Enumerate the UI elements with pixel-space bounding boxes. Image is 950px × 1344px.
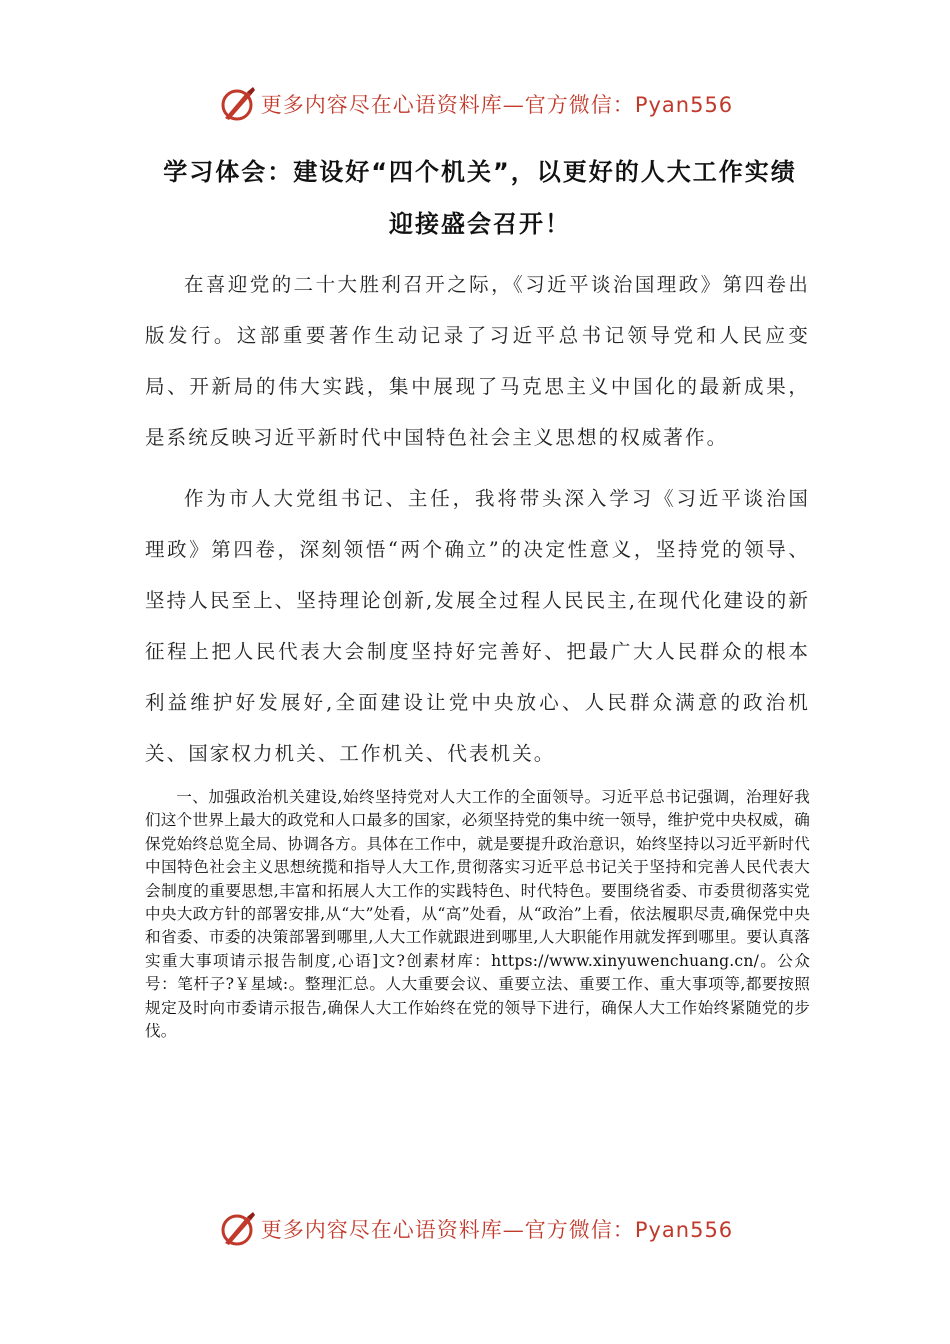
footer-wechat-id: Pyan556 bbox=[634, 1218, 734, 1242]
paragraph-2: 作为市人大党组书记、主任，我将带头深入学习《习近平谈治国理政》第四卷，深刻领悟“两个确立”的决定性意义，坚持党的领导、坚持人民至上、坚持理论创新,发展全过程人民民主,在现代化建设的新征程上把人民代表大会制度坚持好完善好、把最广大人民群众的根本利益维护好发展好,全面建设让党中央放心、人民群众满意的政治机关、国家权力机关、工作机关、代表机关。 bbox=[145, 487, 810, 765]
pen-circle-logo-icon bbox=[217, 1209, 257, 1249]
header-banner bbox=[0, 82, 950, 126]
footer-banner-label: 更多内容尽在心语资料库—官方微信： bbox=[260, 1218, 635, 1242]
paragraph-3: 一、加强政治机关建设,始终坚持党对人大工作的全面领导。习近平总书记强调，治理好我们这个世界上最大的政党和人口最多的国家，必须坚持党的集中统一领导，维护党中央权威，确保党始终总览全局、协调各方。具体在工作中，就是要提升政治意识，始终坚持以习近平新时代中国特色社会主义思想统揽和指导人大工作,贯彻落实习近平总书记关于坚持和完善人民代表大会制度的重要思想,丰富和拓展人大工作的实践特色、时代特色。要围绕省委、市委贯彻落实党中央大政方针的部署安排,从“大”处看，从“高”处看，从“政治”上看，依法履职尽责,确保党中央和省委、市委的决策部署到哪里,人大工作就跟进到哪里,人大职能作用就发挥到哪里。要认真落实重大事项请示报告制度,心语]文?创素材库：https://www.xinyuwenchuang.cn/。公众号：笔杆子?￥星域:。整理汇总。人大重要会议、重要立法、重要工作、重大事项等,都要按照规定及时向市委请示报告,确保人大工作始终在党的领导下进行，确保人大工作始终紧随党的步伐。 bbox=[145, 788, 810, 1041]
header-banner-label: 更多内容尽在心语资料库—官方微信： bbox=[260, 93, 635, 117]
page-title bbox=[140, 146, 820, 250]
title-line-1: 学习体会：建设好“四个机关”，以更好的人大工作实绩 bbox=[163, 158, 797, 186]
header-banner-text bbox=[261, 89, 733, 119]
title-line-2: 迎接盛会召开！ bbox=[389, 210, 571, 238]
paragraph-1: 在喜迎党的二十大胜利召开之际，《习近平谈治国理政》第四卷出版发行。这部重要著作生动记录了习近平总书记领导党和人民应变局、开新局的伟大实践，集中展现了马克思主义中国化的最新成果，是系统反映习近平新时代中国特色社会主义思想的权威著作。 bbox=[145, 273, 810, 449]
footer-banner bbox=[0, 1207, 950, 1251]
header-wechat-id: Pyan556 bbox=[634, 93, 734, 117]
pen-circle-logo-icon bbox=[217, 84, 257, 124]
footer-banner-text bbox=[261, 1214, 733, 1244]
